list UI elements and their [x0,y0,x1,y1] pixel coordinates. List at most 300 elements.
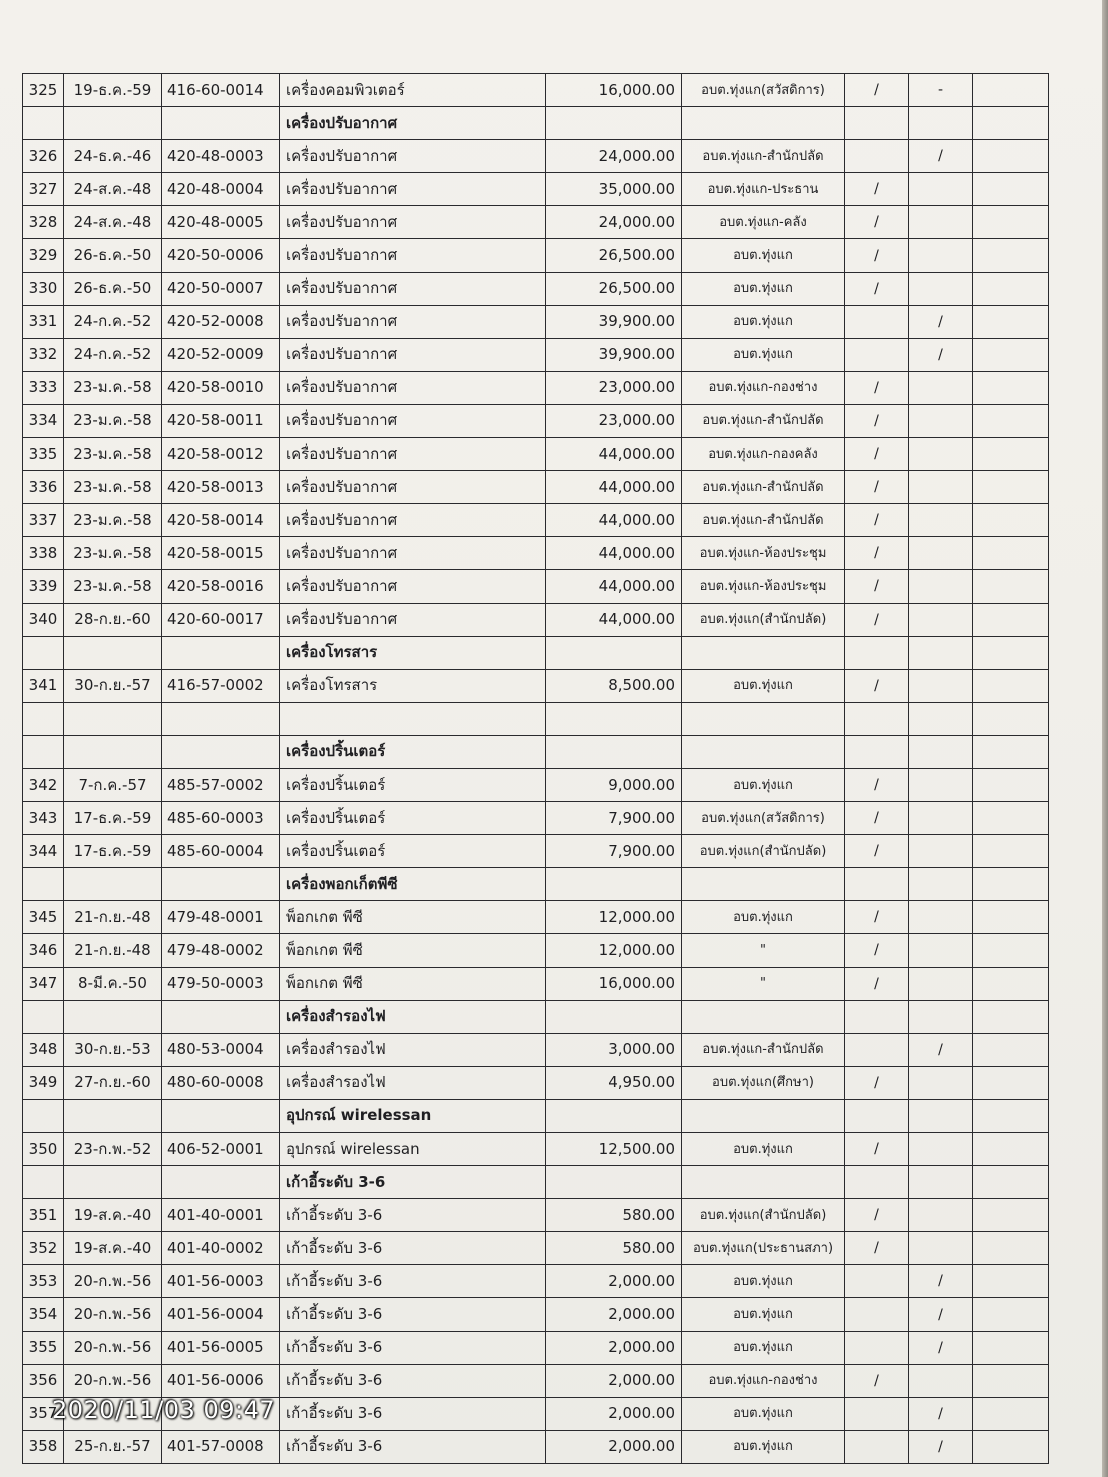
section-header-row [23,735,1049,768]
item-name-cell: เครื่องปรับอากาศ [280,471,546,504]
status-good-cell: / [845,537,909,570]
status-damaged-cell [909,438,973,471]
department-cell [682,107,845,140]
status-damaged-cell: / [909,1265,973,1298]
price-cell: 2,000.00 [546,1397,682,1430]
price-cell [546,636,682,669]
department-cell: อบต.ทุ่งแก-ประธาน [682,173,845,206]
department-cell: อบต.ทุ่งแก-สำนักปลัด [682,471,845,504]
price-cell: 44,000.00 [546,504,682,537]
item-name-cell: เครื่องปรับอากาศ [280,140,546,173]
section-header-row [23,1166,1049,1199]
item-name-cell: เครื่องโทรสาร [280,636,546,669]
row-number-cell: 348 [23,1033,64,1066]
asset-code-cell [162,1099,280,1132]
asset-code-cell: 420-60-0017 [162,603,280,636]
department-cell [682,702,845,735]
remark-cell [973,1033,1049,1066]
acquired-date-cell [64,1166,162,1199]
asset-code-cell: 480-53-0004 [162,1033,280,1066]
remark-cell [973,934,1049,967]
table-row [23,1232,1049,1265]
department-cell: อบต.ทุ่งแก-ห้องประชุม [682,570,845,603]
department-cell: อบต.ทุ่งแก [682,901,845,934]
remark-cell [973,735,1049,768]
status-good-cell: / [845,934,909,967]
status-good-cell [845,1000,909,1033]
remark-cell [973,338,1049,371]
acquired-date-cell: 26-ธ.ค.-50 [64,239,162,272]
status-good-cell: / [845,570,909,603]
row-number-cell: 340 [23,603,64,636]
status-good-cell: / [845,371,909,404]
acquired-date-cell: 19-ส.ค.-40 [64,1232,162,1265]
status-damaged-cell: / [909,1298,973,1331]
row-number-cell: 356 [23,1364,64,1397]
department-cell: อบต.ทุ่งแก-ห้องประชุม [682,537,845,570]
department-cell: อบต.ทุ่งแก-คลัง [682,206,845,239]
row-number-cell: 331 [23,305,64,338]
table-row [23,669,1049,702]
acquired-date-cell: 19-ส.ค.-40 [64,1199,162,1232]
row-number-cell: 335 [23,438,64,471]
table-row [23,1331,1049,1364]
status-good-cell [845,338,909,371]
table-row [23,1265,1049,1298]
status-damaged-cell [909,768,973,801]
department-cell: อบต.ทุ่งแก [682,239,845,272]
item-name-cell: เครื่องปรับอากาศ [280,272,546,305]
item-name-cell: เครื่องปรับอากาศ [280,570,546,603]
table-row [23,74,1049,107]
row-number-cell [23,636,64,669]
department-cell: อบต.ทุ่งแก [682,1133,845,1166]
remark-cell [973,173,1049,206]
department-cell [682,636,845,669]
department-cell: อบต.ทุ่งแก [682,1331,845,1364]
asset-ledger-table [22,73,1049,1464]
table-row [23,438,1049,471]
row-number-cell: 353 [23,1265,64,1298]
item-name-cell: เก้าอี้ระดับ 3-6 [280,1298,546,1331]
acquired-date-cell: 23-ม.ค.-58 [64,471,162,504]
row-number-cell [23,107,64,140]
status-good-cell: / [845,669,909,702]
table-row [23,1133,1049,1166]
price-cell: 23,000.00 [546,404,682,437]
blank-row [23,702,1049,735]
item-name-cell: เครื่องพอกเก็ตพีซี [280,868,546,901]
row-number-cell: 334 [23,404,64,437]
acquired-date-cell [64,702,162,735]
asset-code-cell: 401-40-0001 [162,1199,280,1232]
item-name-cell: พ็อกเกต พีซี [280,901,546,934]
remark-cell [973,504,1049,537]
item-name-cell: เครื่องปรับอากาศ [280,504,546,537]
table-row [23,338,1049,371]
status-good-cell [845,1298,909,1331]
remark-cell [973,1099,1049,1132]
row-number-cell: 341 [23,669,64,702]
item-name-cell: อุปกรณ์ wirelessan [280,1133,546,1166]
remark-cell [973,1066,1049,1099]
remark-cell [973,669,1049,702]
status-good-cell: / [845,1133,909,1166]
department-cell: อบต.ทุ่งแก(สำนักปลัด) [682,835,845,868]
status-damaged-cell: / [909,140,973,173]
table-row [23,239,1049,272]
asset-code-cell: 420-48-0005 [162,206,280,239]
price-cell [546,1099,682,1132]
department-cell [682,735,845,768]
table-row [23,272,1049,305]
status-good-cell: / [845,1232,909,1265]
status-good-cell: / [845,471,909,504]
status-good-cell: / [845,206,909,239]
item-name-cell: เครื่องคอมพิวเตอร์ [280,74,546,107]
table-row [23,1298,1049,1331]
item-name-cell: เก้าอี้ระดับ 3-6 [280,1397,546,1430]
price-cell [546,107,682,140]
item-name-cell: เครื่องปรับอากาศ [280,239,546,272]
table-row [23,934,1049,967]
item-name-cell: เก้าอี้ระดับ 3-6 [280,1364,546,1397]
remark-cell [973,570,1049,603]
table-row [23,802,1049,835]
item-name-cell: เครื่องปรับอากาศ [280,438,546,471]
remark-cell [973,1265,1049,1298]
remark-cell [973,206,1049,239]
status-damaged-cell [909,272,973,305]
row-number-cell: 339 [23,570,64,603]
status-good-cell: / [845,768,909,801]
acquired-date-cell: 20-ก.พ.-56 [64,1331,162,1364]
asset-code-cell [162,107,280,140]
status-damaged-cell: / [909,1331,973,1364]
acquired-date-cell: 24-ส.ค.-48 [64,173,162,206]
status-good-cell: / [845,173,909,206]
asset-code-cell [162,868,280,901]
status-good-cell [845,140,909,173]
row-number-cell: 355 [23,1331,64,1364]
acquired-date-cell: 30-ก.ย.-53 [64,1033,162,1066]
photo-timestamp: 2020/11/03 09:47 [52,1396,276,1424]
acquired-date-cell: 23-ม.ค.-58 [64,438,162,471]
row-number-cell [23,1099,64,1132]
status-damaged-cell [909,1232,973,1265]
row-number-cell: 342 [23,768,64,801]
asset-code-cell [162,1166,280,1199]
asset-code-cell: 479-48-0002 [162,934,280,967]
table-row [23,1364,1049,1397]
status-damaged-cell [909,1099,973,1132]
item-name-cell: เก้าอี้ระดับ 3-6 [280,1199,546,1232]
price-cell: 2,000.00 [546,1298,682,1331]
ledger-body [23,74,1049,1464]
row-number-cell: 332 [23,338,64,371]
row-number-cell: 354 [23,1298,64,1331]
remark-cell [973,768,1049,801]
acquired-date-cell: 20-ก.พ.-56 [64,1298,162,1331]
status-good-cell: / [845,1066,909,1099]
acquired-date-cell [64,1099,162,1132]
row-number-cell [23,868,64,901]
table-row [23,570,1049,603]
asset-code-cell [162,636,280,669]
acquired-date-cell: 23-ม.ค.-58 [64,570,162,603]
status-good-cell [845,1397,909,1430]
row-number-cell [23,1000,64,1033]
item-name-cell: อุปกรณ์ wirelessan [280,1099,546,1132]
asset-code-cell: 420-58-0016 [162,570,280,603]
status-damaged-cell [909,967,973,1000]
item-name-cell: เก้าอี้ระดับ 3-6 [280,1232,546,1265]
remark-cell [973,603,1049,636]
item-name-cell: พ็อกเกต พีซี [280,967,546,1000]
status-damaged-cell [909,735,973,768]
price-cell [546,1000,682,1033]
remark-cell [973,1364,1049,1397]
remark-cell [973,868,1049,901]
section-header-row [23,1099,1049,1132]
asset-code-cell [162,702,280,735]
acquired-date-cell: 24-ส.ค.-48 [64,206,162,239]
row-number-cell: 329 [23,239,64,272]
status-damaged-cell [909,1166,973,1199]
remark-cell [973,305,1049,338]
status-damaged-cell: / [909,1397,973,1430]
remark-cell [973,471,1049,504]
status-good-cell: / [845,404,909,437]
price-cell [546,868,682,901]
item-name-cell: เก้าอี้ระดับ 3-6 [280,1265,546,1298]
status-damaged-cell [909,901,973,934]
status-damaged-cell [909,1066,973,1099]
status-damaged-cell: / [909,338,973,371]
price-cell: 39,900.00 [546,338,682,371]
asset-code-cell: 479-50-0003 [162,967,280,1000]
status-good-cell: / [845,901,909,934]
department-cell: " [682,934,845,967]
row-number-cell: 347 [23,967,64,1000]
price-cell: 44,000.00 [546,537,682,570]
asset-code-cell: 401-56-0003 [162,1265,280,1298]
table-row [23,206,1049,239]
section-header-row [23,868,1049,901]
price-cell: 16,000.00 [546,967,682,1000]
price-cell: 7,900.00 [546,835,682,868]
acquired-date-cell: 20-ก.พ.-56 [64,1265,162,1298]
status-damaged-cell [909,471,973,504]
status-damaged-cell [909,206,973,239]
department-cell: อบต.ทุ่งแก(สำนักปลัด) [682,1199,845,1232]
asset-code-cell: 420-50-0007 [162,272,280,305]
remark-cell [973,1133,1049,1166]
price-cell: 35,000.00 [546,173,682,206]
status-damaged-cell [909,404,973,437]
price-cell: 2,000.00 [546,1364,682,1397]
status-damaged-cell [909,504,973,537]
row-number-cell: 327 [23,173,64,206]
asset-code-cell: 401-56-0005 [162,1331,280,1364]
status-damaged-cell [909,868,973,901]
price-cell: 26,500.00 [546,239,682,272]
status-good-cell: / [845,1199,909,1232]
acquired-date-cell: 30-ก.ย.-57 [64,669,162,702]
status-damaged-cell [909,173,973,206]
price-cell: 44,000.00 [546,471,682,504]
status-damaged-cell: / [909,1033,973,1066]
remark-cell [973,835,1049,868]
section-header-row [23,107,1049,140]
status-good-cell: / [845,74,909,107]
remark-cell [973,802,1049,835]
department-cell: อบต.ทุ่งแก(ศึกษา) [682,1066,845,1099]
department-cell: อบต.ทุ่งแก-กองคลัง [682,438,845,471]
status-damaged-cell [909,1364,973,1397]
item-name-cell: เครื่องสำรองไฟ [280,1033,546,1066]
item-name-cell: เครื่องสำรองไฟ [280,1066,546,1099]
acquired-date-cell: 23-ก.พ.-52 [64,1133,162,1166]
remark-cell [973,537,1049,570]
row-number-cell [23,702,64,735]
status-damaged-cell [909,934,973,967]
table-row [23,471,1049,504]
asset-code-cell: 420-48-0004 [162,173,280,206]
status-good-cell: / [845,835,909,868]
remark-cell [973,1430,1049,1463]
item-name-cell: เครื่องสำรองไฟ [280,1000,546,1033]
acquired-date-cell: 24-ก.ค.-52 [64,338,162,371]
acquired-date-cell: 17-ธ.ค.-59 [64,835,162,868]
remark-cell [973,438,1049,471]
price-cell: 2,000.00 [546,1430,682,1463]
department-cell: อบต.ทุ่งแก-สำนักปลัด [682,140,845,173]
status-damaged-cell [909,107,973,140]
table-row [23,603,1049,636]
asset-code-cell: 406-52-0001 [162,1133,280,1166]
paper-edge [1102,0,1108,1477]
asset-code-cell: 416-57-0002 [162,669,280,702]
row-number-cell: 344 [23,835,64,868]
department-cell: อบต.ทุ่งแก [682,272,845,305]
table-row [23,967,1049,1000]
row-number-cell: 350 [23,1133,64,1166]
row-number-cell: 338 [23,537,64,570]
acquired-date-cell: 23-ม.ค.-58 [64,371,162,404]
status-damaged-cell [909,570,973,603]
asset-code-cell: 416-60-0014 [162,74,280,107]
department-cell: อบต.ทุ่งแก [682,305,845,338]
status-damaged-cell [909,669,973,702]
item-name-cell: เครื่องปริ้นเตอร์ [280,735,546,768]
remark-cell [973,1298,1049,1331]
acquired-date-cell: 27-ก.ย.-60 [64,1066,162,1099]
status-good-cell [845,1265,909,1298]
acquired-date-cell: 19-ธ.ค.-59 [64,74,162,107]
department-cell: อบต.ทุ่งแก-สำนักปลัด [682,404,845,437]
asset-code-cell: 420-58-0012 [162,438,280,471]
status-good-cell [845,636,909,669]
acquired-date-cell: 24-ธ.ค.-46 [64,140,162,173]
status-damaged-cell [909,702,973,735]
status-good-cell: / [845,1364,909,1397]
remark-cell [973,636,1049,669]
acquired-date-cell: 23-ม.ค.-58 [64,537,162,570]
acquired-date-cell: 8-มี.ค.-50 [64,967,162,1000]
status-good-cell [845,735,909,768]
table-row [23,768,1049,801]
item-name-cell: เครื่องปรับอากาศ [280,206,546,239]
asset-code-cell: 485-57-0002 [162,768,280,801]
department-cell [682,1000,845,1033]
status-damaged-cell [909,802,973,835]
asset-code-cell: 401-56-0004 [162,1298,280,1331]
asset-code-cell: 420-52-0008 [162,305,280,338]
department-cell [682,1166,845,1199]
asset-code-cell [162,1000,280,1033]
row-number-cell: 352 [23,1232,64,1265]
price-cell: 8,500.00 [546,669,682,702]
status-damaged-cell: / [909,305,973,338]
table-row [23,835,1049,868]
price-cell: 24,000.00 [546,140,682,173]
acquired-date-cell [64,1000,162,1033]
table-row [23,140,1049,173]
row-number-cell: 346 [23,934,64,967]
asset-code-cell: 485-60-0004 [162,835,280,868]
row-number-cell: 336 [23,471,64,504]
status-good-cell: / [845,272,909,305]
price-cell: 12,000.00 [546,901,682,934]
price-cell: 580.00 [546,1232,682,1265]
remark-cell [973,272,1049,305]
acquired-date-cell: 20-ก.พ.-56 [64,1364,162,1397]
asset-code-cell: 401-57-0008 [162,1430,280,1463]
table-row [23,371,1049,404]
price-cell: 2,000.00 [546,1265,682,1298]
asset-code-cell: 420-58-0013 [162,471,280,504]
table-row [23,305,1049,338]
status-good-cell: / [845,603,909,636]
remark-cell [973,1166,1049,1199]
status-damaged-cell [909,1133,973,1166]
item-name-cell: เครื่องปริ้นเตอร์ [280,802,546,835]
table-row [23,537,1049,570]
price-cell: 2,000.00 [546,1331,682,1364]
item-name-cell: เครื่องปรับอากาศ [280,603,546,636]
item-name-cell: เก้าอี้ระดับ 3-6 [280,1166,546,1199]
status-good-cell [845,1166,909,1199]
asset-code-cell: 420-58-0015 [162,537,280,570]
acquired-date-cell: 26-ธ.ค.-50 [64,272,162,305]
status-damaged-cell [909,636,973,669]
department-cell: อบต.ทุ่งแก(สวัสดิการ) [682,74,845,107]
row-number-cell: 326 [23,140,64,173]
department-cell: อบต.ทุ่งแก [682,338,845,371]
asset-code-cell: 420-58-0010 [162,371,280,404]
acquired-date-cell: 7-ก.ค.-57 [64,768,162,801]
price-cell: 12,500.00 [546,1133,682,1166]
item-name-cell: เครื่องปรับอากาศ [280,338,546,371]
status-good-cell: / [845,239,909,272]
section-header-row [23,636,1049,669]
department-cell [682,868,845,901]
row-number-cell: 333 [23,371,64,404]
table-row [23,404,1049,437]
item-name-cell: เครื่องโทรสาร [280,669,546,702]
item-name-cell: เครื่องปรับอากาศ [280,107,546,140]
